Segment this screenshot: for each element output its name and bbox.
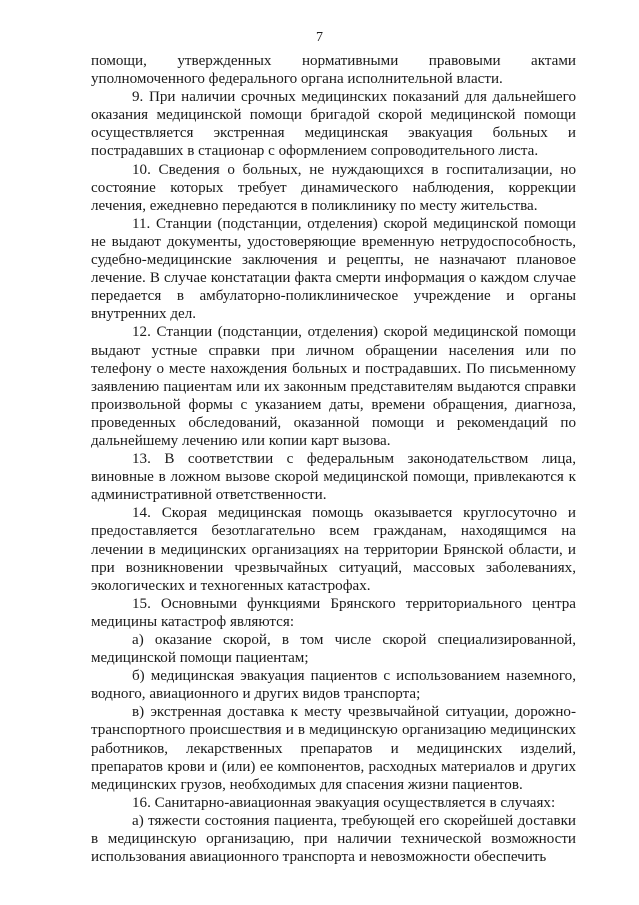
paragraph-13: 13. В соответствии с федеральным законодательством лица, виновные в ложном вызове скорой медицинской помощи, привлекаются к административной ответственности. (91, 451, 576, 504)
paragraph-15-b: б) медицинская эвакуация пациентов с использованием наземного, водного, авиационного и других видов транспорта; (91, 668, 576, 703)
paragraph-9: 9. При наличии срочных медицинских показаний для дальнейшего оказания медицинской помощи бригадой скорой медицинской помощи осуществляется экстренная медицинская эвакуация больных и пострадавших в стационар с оформлением сопроводительного листа. (91, 89, 576, 160)
paragraph-10: 10. Сведения о больных, не нуждающихся в госпитализации, но состояние которых требует динамического наблюдения, коррекции лечения, ежедневно передаются в поликлинику по месту жительства. (91, 161, 576, 214)
paragraph-16-a: а) тяжести состояния пациента, требующей его скорейшей доставки в медицинскую организацию, при наличии технической возможности использования авиационного транспорта и невозможности обеспечить (91, 812, 576, 866)
document-body (91, 52, 576, 866)
paragraph-continuation: помощи, утвержденных нормативными правовыми актами уполномоченного федерального органа исполнительной власти. (91, 53, 576, 88)
paragraph-15: 15. Основными функциями Брянского территориального центра медицины катастроф являются: (91, 595, 576, 630)
page-number: 7 (316, 30, 323, 45)
paragraph-16: 16. Санитарно-авиационная эвакуация осуществляется в случаях: (132, 794, 556, 811)
paragraph-14: 14. Скорая медицинская помощь оказывается круглосуточно и предоставляется безотлагательно всем гражданам, находящимся на лечении в медицинских организациях на территории Брянской области, и при возникновении чрезвычайных ситуаций, массовых заболеваниях, экологических и техногенных катастрофах. (91, 505, 576, 594)
paragraph-15-a: а) оказание скорой, в том числе скорой специализированной, медицинской помощи пациентам; (91, 632, 576, 667)
paragraph-12: 12. Станции (подстанции, отделения) скорой медицинской помощи выдают устные справки при личном обращении населения или по телефону о месте нахождения больных и пострадавших. По письменному заявлению пациентам или их законным представителям выдаются справки произвольной формы с указанием даты, времени обращения, диагноза, проведенных обследований, оказанной помощи и рекомендаций по дальнейшему лечению или копии карт вызова. (91, 324, 576, 449)
paragraph-11: 11. Станции (подстанции, отделения) скорой медицинской помощи не выдают документы, удостоверяющие временную нетрудоспособность, судебно-медицинские заключения и рецепты, не назначают плановое лечение. В случае констатации факта смерти информация о каждом случае передается в амбулаторно-поликлиническое учреждение и органы внутренних дел. (91, 215, 576, 323)
paragraph-15-c: в) экстренная доставка к месту чрезвычайной ситуации, дорожно-транспортного происшествия и в медицинскую организацию медицинских работников, лекарственных препаратов и медицинских изделий, препаратов крови и (или) ее компонентов, расходных материалов и других медицинских грузов, необходимых для спасения жизни пациентов. (91, 704, 576, 793)
